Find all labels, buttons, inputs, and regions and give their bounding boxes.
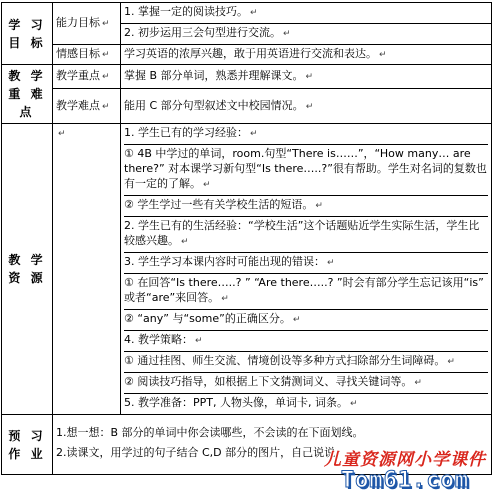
row-ability-goal [2, 3, 492, 45]
watermark-text-cn: 儿童资源网小学课件 [324, 450, 486, 470]
homework-content [53, 415, 492, 475]
resource-para: 3. 学生学习本课内容时可能出现的错误： ↵ [124, 253, 488, 274]
resource-para: ② 阅读技巧指导，如根据上下文猜测词义、寻找关键词等。 ↵ [124, 373, 488, 394]
row-homework [2, 415, 492, 475]
label-key-point: 教学重点 ↵ [53, 65, 121, 89]
resources-content [121, 124, 492, 415]
resource-para: 5. 教学准备：PPT, 人物头像，单词卡, 词条。 ↵ [124, 396, 358, 409]
row-key-point [2, 65, 492, 89]
row-emotion-goal [2, 45, 492, 65]
resource-para: ② “any” 与“some”的正确区分。 ↵ [124, 310, 488, 331]
section-preview-homework: 预 习 作 业 [2, 415, 53, 475]
section-learning-goals: 学 习 目 标 [2, 3, 53, 65]
section-teaching-resources: 教 学 资 源 [2, 124, 53, 415]
resource-para: 1. 学生已有的学习经验： ↵ [124, 124, 488, 145]
row-resources [2, 124, 492, 415]
watermark-text-en: Tom61.com [340, 468, 470, 493]
resource-para: 2. 学生已有的生活经验：“学校生活”这个话题贴近学生实际生活，学生比较感兴趣。 ↵ [124, 217, 488, 253]
emotion-goal-content: 学习英语的浓厚兴趣，敢于用英语进行交流和表达。 ↵ [121, 45, 492, 65]
row-difficult-point [2, 89, 492, 124]
resources-left-blank: ↵ [53, 124, 121, 415]
label-ability-goal: 能力目标 ↵ [53, 3, 121, 45]
difficult-point-content: 能用 C 部分句型叙述文中校园情况。 ↵ [121, 89, 492, 124]
resource-para: 4. 教学策略： ↵ [124, 331, 488, 352]
label-emotion-goal: 情感目标 ↵ [53, 45, 121, 65]
ability-goal-content: 1. 掌握一定的阅读技巧。 ↵ 2. 初步运用三会句型进行交流。 ↵ [121, 3, 492, 45]
section-key-difficult: 教 学 重 难 点 [2, 65, 53, 124]
resource-para: ② 学生学过一些有关学校生活的短语。 ↵ [124, 196, 488, 217]
resource-para: ① 在回答“Is there…..? ” “Are there…..? ”时会有部分学生忘记该用“is” 或者“are”来回答。 ↵ [124, 274, 488, 310]
resource-para: ① 4B 中学过的单词，room.句型“There is……”，“How many… are there?” 对本课学习新句型“Is there…..?”很有帮助。学生对名词的复数也有一定的了解。 ↵ [124, 145, 488, 196]
homework-item: 1.想一想：B 部分的单词中你会读哪些，不会读的在下面划线。 [56, 426, 364, 439]
resource-para: ① 通过挂图、师生交流、情境创设等多种方式扫除部分生词障碍。 ↵ [124, 352, 488, 373]
label-difficult-point: 教学难点 ↵ [53, 89, 121, 124]
key-point-content: 掌握 B 部分单词，熟悉并理解课文。 ↵ [121, 65, 492, 89]
lesson-plan-table [1, 2, 492, 475]
homework-item: 2.读课文，用学过的句子结合 C,D 部分的图片，自己说说。 [56, 446, 347, 459]
